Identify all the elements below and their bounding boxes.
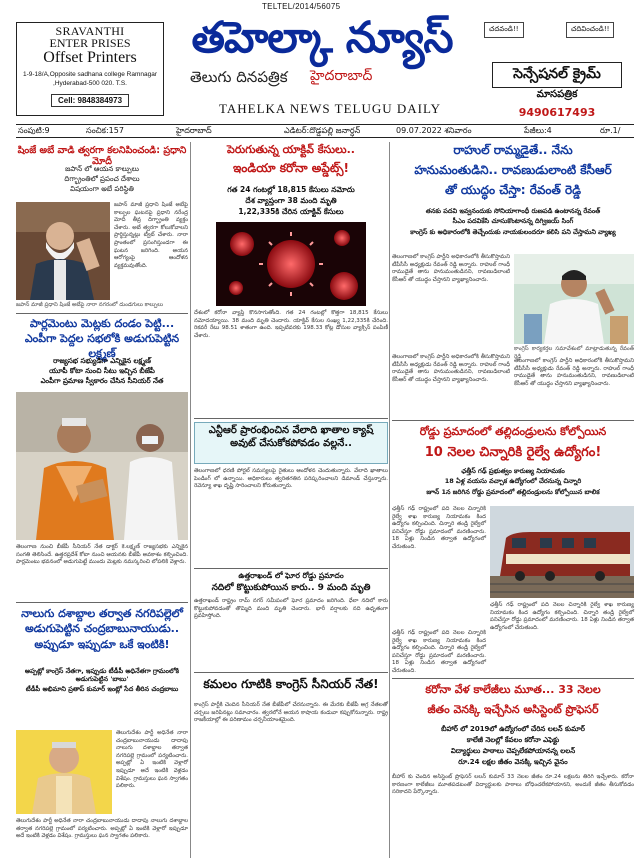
divider [16,313,188,314]
railway-headline-1: రోడ్డు ప్రమాదంలో తల్లిదండ్రులను కోల్పోయిన [419,425,607,438]
professor-sub3: విద్యార్థులు పాఠాలు చెప్పలేకపోయానన్న లలన్ [450,747,576,755]
laxman-photo [16,392,188,540]
date: 09.07.2022 శనివారం [396,126,472,135]
divider [194,418,388,419]
masthead [0,0,640,122]
printer-line3: Offset Printers [43,49,137,66]
monthly-label: మాసపత్రిక [536,89,578,100]
divider [194,672,388,673]
divider [194,568,388,569]
revanth-photo [514,254,634,344]
congress-body: కాంగ్రెస్ పార్టీకి చెందిన సీనియర్ నేత బీజేపీలో చేరనున్నారు. ఈ మేరకు బీజేపీ అగ్ర నేతలతో చర్చలు జరిపినట్లు సమాచారం. త్వరలోనే ఆయన కాషాయ కండువా కప్పుకోనున్నారు. రాష్ట్ర రాజకీయాల్లో ఈ పరిణామం చర్చనీయాంశమైంది. [194,702,388,724]
price: రూ.1/ [600,126,621,135]
laxman-sub1: రాజ్యసభ సభ్యుడిగా ఎన్నికైన లక్ష్మణ్ [53,357,151,365]
column-middle [194,142,388,860]
editor: ఎడిటర్:దొడ్డపల్లి జనార్ధన్ [284,126,361,135]
professor-sub2: కాలేజీ నెలల్లో కేవలం కరోనా ఎఫెక్టు [466,736,560,744]
railway-sub1: ఛత్తీస్ గఢ్ ప్రభుత్వం కారుణ్య నియామకం [461,467,565,475]
printer-cell: Cell: 9848384973 [51,94,129,107]
laxman-body: తెలంగాణ నుంచి బీజేపీ సీనియర్ నేత డాక్టర్ కె.లక్ష్మణ్ రాజ్యసభకు ఎన్నికైన సంగతి తెలిసిందే. ఉత్తరప్రదేశ్ కోటా నుంచి ఆయనకు బీజేపీ అవకాశం కల్పించింది. పార్లమెంటు భవనంలో అడుగుపెట్టే ముందు మెట్లకు నమస్కరించి లోపలికి వెళ్లారు. [16,544,188,566]
revanth-body: తెలంగాణలో కాంగ్రెస్ పార్టీని అధికారంలోకి తీసుకొస్తామని టీపీసీసీ అధ్యక్షుడు రేవంత్ రెడ్డి అన్నారు. రాహుల్ గాంధీ రాముడైతే తాను హనుమంతుడినని, రావణుడిలాంటి కేసీఆర్ తో యుద్ధం చేస్తానని వ్యాఖ్యానించారు. [392,254,510,283]
accident-sub: ఉత్తరాఖండ్ లో ఘోర రోడ్డు ప్రమాదం [238,571,344,580]
sensation-crime-title: సెన్సేషనల్ క్రైమ్ [492,62,622,88]
naidu-photo [16,730,112,814]
corona-body: దేశంలో కరోనా వ్యాప్తి కొనసాగుతోంది. గత 24 గంటల్లో కొత్తగా 18,815 కేసులు నమోదయ్యాయి. 38 మంది మృతి చెందారు. యాక్టివ్ కేసుల సంఖ్య 1,22,335కి చేరింది. రికవరీ రేటు 98.51 శాతంగా ఉంది. ఇప్పటివరకు 198.33 కోట్ల డోసుల వ్యాక్సిన్ పంపిణీ చేశారు. [194,310,388,339]
railway-sub3: జూన్ 1న జరిగిన రోడ్డు ప్రమాదంలో తల్లిదండ్రులను కోల్పోయిన బాలిక [426,488,600,496]
modi-sub2: దిగ్భ్రాంతిలో ప్రపంచ దేశాలు [64,175,140,183]
registration-number: TELTEL/2014/56075 [262,2,341,11]
dharani-body: తెలంగాణలో ధరణి పోర్టల్ సమస్యలపై రైతులు ఆందోళన చెందుతున్నారు. వేలాది ఖాతాలు పెండింగ్ లో ఉన్నాయి. అధికారులు త్వరితగతిన పరిష్కరించాలని డిమాండ్ చేస్తున్నారు. రెవెన్యూ శాఖ దృష్టి సారించాలని కోరుతున్నారు. [194,468,388,490]
laxman-headline: పార్లమెంటు మెట్లకు దండం పెట్టి... ఎంపీగా పెద్దల సభలోకి అడుగుపెట్టిన లక్ష్మణ్ [24,317,180,360]
subtitle-row [190,68,470,90]
corona-sub3: 1,22,335కి చేరిన యాక్టివ్ కేసులు [238,207,344,216]
naidu-headline: నాలుగు దశాబ్దాల తర్వాత నగరిపల్లెలో అడుగుపెట్టిన చంద్రబాబునాయుడు.. అప్పుడూ ఇప్పుడూ ఒకే ఇంటికి! [21,607,183,651]
revanth-body-2: తెలంగాణలో కాంగ్రెస్ పార్టీని అధికారంలోకి తీసుకొస్తామని టీపీసీసీ అధ్యక్షుడు రేవంత్ రెడ్డి అన్నారు. రాహుల్ గాంధీ రాముడైతే తాను హనుమంతుడినని, రావణుడిలాంటి కేసీఆర్ తో యుద్ధం చేస్తానని వ్యాఖ్యానించారు. [514,358,634,387]
column-left [16,142,188,860]
revanth-headline-2: హనుమంతుడిని.. రావణుడులాంటి కేసీఆర్ [414,163,612,177]
corona-headline-2: ఇండియా కరోనా అప్డేట్స్! [233,161,349,175]
city: హైదరాబాద్ [176,126,212,135]
issue-number: సంచిక:157 [86,126,124,135]
accident-body: ఉత్తరాఖండ్ రాష్ట్రం రామ్ నగర్ సమీపంలో ఘోర ప్రమాదం జరిగింది. ధేలా నదిలో కారు కొట్టుకుపోవడంతో తొమ్మిది మంది మృతి చెందారు. భారీ వర్షాలకు నది ఉధృతంగా ప్రవహిస్తోంది. [194,598,388,620]
issue-info-bar [16,124,634,138]
modi-photo [16,202,110,300]
revanth-sub3: కాంగ్రెస్ కు అధికారంలోకి తెచ్చేందుకు నాయకులందరూ కలిసి పని చేస్తామని వ్యాఖ్య [410,228,616,236]
corona-headline-1: పెరుగుతున్న యాక్టివ్ కేసులు.. [227,143,355,156]
professor-sub4: రూ.24 లక్షల జీతం వెనక్కి ఇచ్చిన వైనం [458,758,568,766]
railway-headline-2: 10 నెలల చిన్నారికి రైల్వే ఉద్యోగం! [424,445,602,460]
revanth-headline-1: రాహుల్ రామ్మడైతే.. నేను [453,143,573,157]
railway-body-2: ఛత్తీస్ గఢ్ రాష్ట్రంలో పది నెలల చిన్నారికి రైల్వే శాఖ కారుణ్య నియామకం కింద ఉద్యోగం కల్పించింది. చిన్నారి తండ్రి రైల్వేలో పనిచేస్తూ రోడ్డు ప్రమాదంలో మరణించారు. 18 ఏళ్లు నిండిన తర్వాత ఉద్యోగంలో చేరుతుంది. [490,602,634,631]
naidu-body-1: తెలుగుదేశం పార్టీ అధినేత నారా చంద్రబాబునాయుడు దాదాపు నాలుగు దశాబ్దాల తర్వాత నగరిపల్లె గ్రామంలో పర్యటించారు. అప్పట్లో ఏ ఇంటికి వెళ్లారో ఇప్పుడూ అదే ఇంటికి వెళ్లడం విశేషం. గ్రామస్తులు ఘన స్వాగతం పలికారు. [116,730,188,790]
column-divider [190,142,191,858]
printer-address1: 1-9-18/A,Opposite sadhana college Ramnagar [22,71,158,78]
railway-body: ఛత్తీస్ గఢ్ రాష్ట్రంలో పది నెలల చిన్నారికి రైల్వే శాఖ కారుణ్య నియామకం కింద ఉద్యోగం కల్పించింది. చిన్నారి తండ్రి రైల్వేలో పనిచేస్తూ రోడ్డు ప్రమాదంలో మరణించారు. 18 ఏళ్లు నిండిన తర్వాత ఉద్యోగంలో చేరుతుంది. [392,506,486,550]
corona-sub2: దేశ వ్యాప్తంగా 38 మంది మృతి [245,196,337,205]
revanth-body-3: తెలంగాణలో కాంగ్రెస్ పార్టీని అధికారంలోకి తీసుకొస్తామని టీపీసీసీ అధ్యక్షుడు రేవంత్ రెడ్డి అన్నారు. రాహుల్ గాంధీ రాముడైతే తాను హనుమంతుడినని, రావణుడిలాంటి కేసీఆర్ తో యుద్ధం చేస్తానని వ్యాఖ్యానించారు. [392,354,510,383]
corona-sub1: గత 24 గంటల్లో 18,815 కేసులు నమోదు [227,185,355,194]
printer-address2: ,Hyderabad-500 020. T.S. [53,80,127,87]
dharani-headline: ఎన్టీఆర్ ప్రారంభించిన వేలాది ఖాతాల క్యాష్ అవుట్ చేసుకోకపోవడం వల్లనే.. [208,425,374,449]
divider [16,602,188,603]
printer-ad [16,22,164,116]
naidu-body-2: తెలుగుదేశం పార్టీ అధినేత నారా చంద్రబాబునాయుడు దాదాపు నాలుగు దశాబ్దాల తర్వాత నగరిపల్లె గ్రామంలో పర్యటించారు. అప్పట్లో ఏ ఇంటికి వెళ్లారో ఇప్పుడూ అదే ఇంటికి వెళ్లడం విశేషం. గ్రామస్తులు ఘన స్వాగతం పలికారు. [16,818,188,840]
modi-sub3: విషయంగా అబే పరిస్థితి [70,185,134,193]
train-photo [490,506,634,598]
read-tag: చదవండి!! [484,22,524,38]
modi-sub1: జపాన్ లో ఆయన కాల్పులు [65,165,139,173]
volume: సంపుటి:9 [18,126,50,135]
contact-phone: 9490617493 [518,106,596,119]
professor-body: బీహార్ కు చెందిన అసిస్టెంట్ ప్రొఫెసర్ లలన్ కుమార్ 33 నెలల జీతం రూ.24 లక్షలను తిరిగి ఇచ్చేశారు. కరోనా కారణంగా కాలేజీలు మూతపడటంతో విద్యార్థులకు పాఠాలు బోధించలేకపోయానని, అందుకే జీతం తీసుకోవడం సరికాదని పేర్కొన్నారు. [392,774,634,796]
laxman-sub2: యూపీ కోటా నుంచి సీటు ఇచ్చిన బీజేపీ [49,367,155,375]
modi-headline: షింజే అబే వాడి త్వరగా కలనిపించండి: ప్రధాని మోదీ [17,145,187,167]
column-right [392,142,634,860]
naidu-sub1: అప్పట్లో కాంగ్రెస్ నేతగా, ఇప్పుడు టీడీపీ అధినేతగా గ్రామంలోకి అడుగుపెట్టిన 'బాబు' [24,667,180,683]
railway-body-3: ఛత్తీస్ గఢ్ రాష్ట్రంలో పది నెలల చిన్నారికి రైల్వే శాఖ కారుణ్య నియామకం కింద ఉద్యోగం కల్పించింది. చిన్నారి తండ్రి రైల్వేలో పనిచేస్తూ రోడ్డు ప్రమాదంలో మరణించారు. 18 ఏళ్లు నిండిన తర్వాత ఉద్యోగంలో చేరుతుంది. [392,630,486,674]
laxman-sub3: ఎంపీగా ప్రమాణ స్వీకారం చేసిన సీనియర్ నేత [40,377,164,385]
modi-body: జపాన్ మాజీ ప్రధాని షింజే అబేపై కాల్పుల ఘటనపై ప్రధాని నరేంద్ర మోదీ తీవ్ర దిగ్భ్రాంతి వ్యక్తం చేశారు. అబే త్వరగా కోలుకోవాలని ప్రార్థిస్తున్నట్లు ట్వీట్ చేశారు. నారా ప్రాంతంలో ప్రసంగిస్తుండగా ఈ ఘటన జరిగింది. ఆయన ఆరోగ్యంపై ఆందోళన వ్యక్తమవుతోంది. [114,202,188,269]
professor-sub1: బీహార్ లో 2019లో ఉద్యోగంలో చేరిన లలన్ కుమార్ [441,725,585,733]
railway-sub2: 18 ఏళ్ల వయసు వచ్చాక ఉద్యోగంలో చేరనున్న చిన్నారి [444,477,582,485]
city-telugu: హైదరాబాద్ [310,68,373,84]
revanth-sub2: సీఎం పదవికేసి చూసుకొంటానన్న దిగ్విజయ్ సింగ్ [452,217,574,225]
congress-headline: కమలం గూటికి కాంగ్రెస్ సీనియర్ నేత! [203,677,379,691]
modi-caption: జపాన్ మాజీ ప్రధాని షింజే అబేపై నారా నగరంలో దుండగులు కాల్పులు [16,302,164,308]
revanth-caption: కాంగ్రెస్ కార్యకర్తల సమావేశంలో మాట్లాడుతున్న రేవంత్ రెడ్డి [514,346,634,360]
revanth-sub1: తనకు పదవి ఇవ్వనందుకు సోనియాగాంధీ రుణపడి ఉంటానన్న రేవంత్ [425,207,601,215]
column-divider [389,142,390,858]
professor-headline-2: జీతం వెనక్కి ఇచ్చేసిన అసిస్టెంట్ ప్రొఫెసర్ [427,703,599,716]
page-count: పేజీలు:4 [524,126,552,135]
printer-line1: SRAVANTHI [55,24,125,38]
accident-headline: నదిలో కొట్టుకుపోయిన కారు.. 9 మంది మృతి [211,583,371,593]
divider [392,420,634,421]
printer-line2: ENTER PRISES [49,36,131,50]
newspaper-title: తహెల్కా న్యూస్ [191,13,453,63]
virus-illustration [216,222,366,306]
english-title: TAHELKA NEWS TELUGU DAILY [218,101,442,116]
professor-headline-1: కరోనా వేళ కాలేజీలు మూత... 33 నెలల [425,683,601,696]
naidu-sub2: టీడీపీ అభిమాని ప్రతాప్ కుమార్ ఇంట్లో సేద తీరిన చంద్రబాబు [25,685,179,693]
revanth-headline-3: తో యుద్ధం చేస్తా: రేవంత్ రెడ్డి [445,183,581,197]
make-read-tag: చదివించండి!! [566,22,614,38]
subtitle-telugu: తెలుగు దినపత్రిక [190,68,288,86]
divider [392,678,634,679]
